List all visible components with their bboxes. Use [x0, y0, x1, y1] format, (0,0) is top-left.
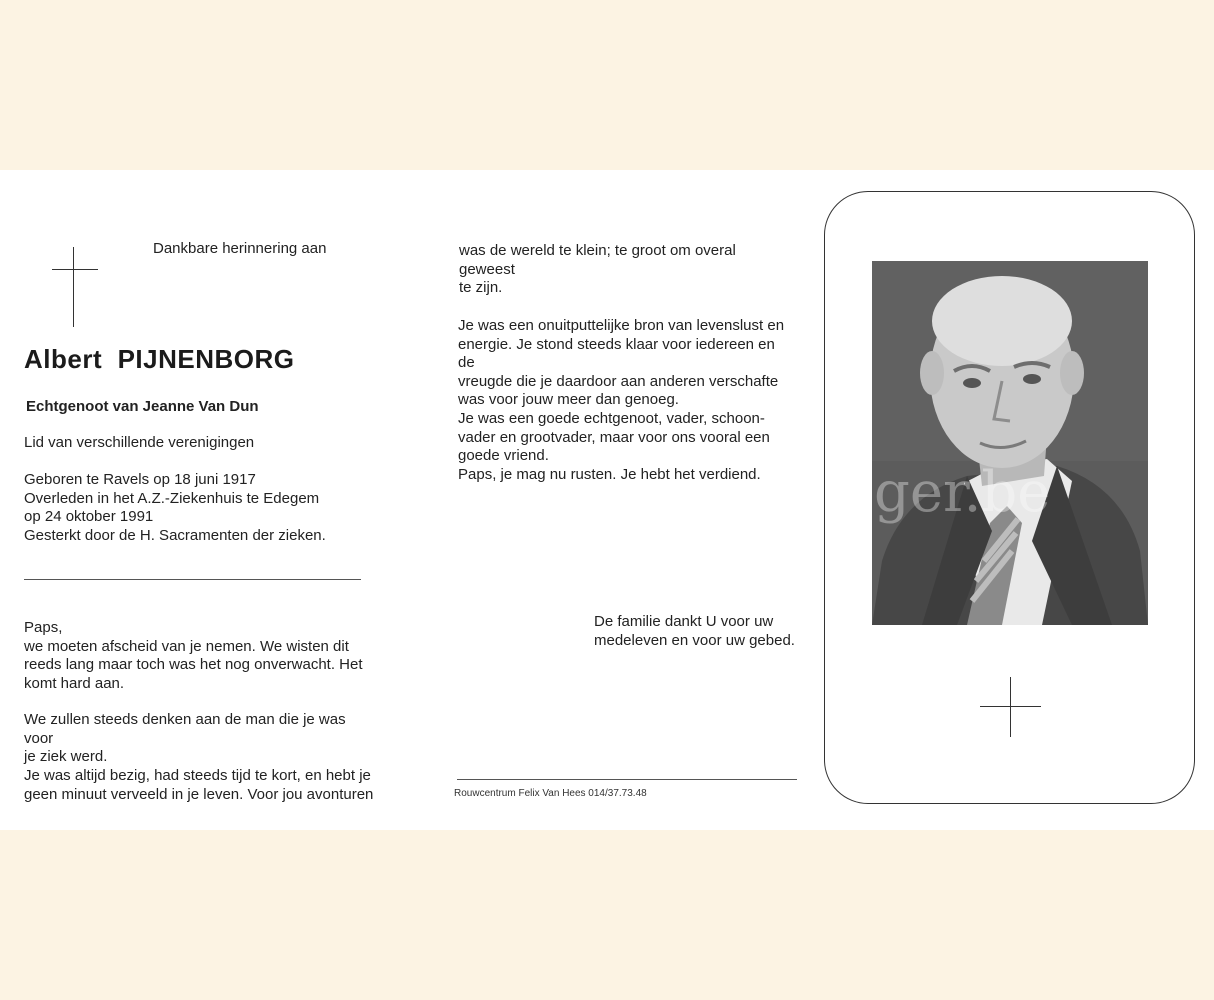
tribute-paragraph — [24, 619, 374, 693]
text-line: je ziek werd. — [24, 748, 108, 765]
text-line: geen minuut verveeld in je leven. Voor jou avonturen — [24, 785, 374, 803]
text-line: was de wereld te klein; te groot om overal geweest — [459, 242, 736, 278]
text-line: Paps, — [24, 619, 63, 636]
last-name: PIJNENBORG — [117, 344, 295, 374]
text-line: medeleven en voor uw gebed. — [594, 631, 795, 649]
text-line: Je was een onuitputtelijke bron van levenslust en — [458, 317, 785, 334]
tribute-paragraph — [24, 711, 374, 767]
text-line: reeds lang maar toch was het nog onverwacht. Het — [24, 656, 363, 673]
cross-icon-bar — [980, 706, 1041, 707]
tribute-paragraph — [458, 317, 793, 410]
family-thanks — [594, 613, 795, 650]
text-line: goede vriend. — [458, 447, 549, 464]
text-line: Paps, je mag nu rusten. Je hebt het verdiend. — [458, 465, 761, 483]
first-name: Albert — [24, 344, 103, 374]
portrait-illustration — [872, 261, 1148, 625]
deceased-name — [24, 344, 295, 375]
life-line: op 24 oktober 1991 — [24, 508, 154, 525]
text-line: komt hard aan. — [24, 674, 125, 692]
text-line: energie. Je stond steeds klaar voor iedereen en de — [458, 335, 775, 371]
membership-line: Lid van verschillende verenigingen — [24, 434, 255, 451]
text-line: Je was altijd bezig, had steeds tijd te kort, en hebt je — [24, 767, 371, 784]
memorial-heading: Dankbare herinnering aan — [153, 240, 327, 257]
text-line: De familie dankt U voor uw — [594, 613, 774, 630]
text-line: te zijn. — [459, 279, 503, 296]
tribute-paragraph — [458, 410, 793, 484]
text-line: vader en grootvader, maar voor ons vooral een — [458, 428, 770, 446]
life-line: Gesterkt door de H. Sacramenten der zieken. — [24, 526, 326, 544]
funeral-home-credit: Rouwcentrum Felix Van Hees 014/37.73.48 — [454, 788, 647, 799]
life-line: Overleden in het A.Z.-Ziekenhuis te Edegem — [24, 489, 320, 507]
cross-icon — [1010, 677, 1011, 737]
life-line: Geboren te Ravels op 18 juni 1917 — [24, 471, 256, 488]
tribute-paragraph — [459, 242, 794, 298]
cross-icon — [73, 247, 74, 327]
text-line: Je was een goede echtgenoot, vader, schoon- — [458, 410, 765, 427]
tribute-paragraph — [24, 767, 374, 804]
portrait-photo — [872, 261, 1148, 625]
divider — [24, 579, 361, 580]
text-line: we moeten afscheid van je nemen. We wisten dit — [24, 637, 349, 655]
life-details — [24, 471, 326, 545]
text-line: We zullen steeds denken aan de man die je was voor — [24, 711, 346, 747]
spouse-line: Echtgenoot van Jeanne Van Dun — [26, 398, 259, 415]
watermark: ger.be — [874, 460, 1051, 525]
memorial-card — [0, 170, 1214, 830]
divider — [457, 779, 797, 780]
text-line: vreugde die je daardoor aan anderen verschafte — [458, 372, 779, 390]
cross-icon-bar — [52, 269, 98, 270]
text-line: was voor jouw meer dan genoeg. — [458, 391, 679, 408]
